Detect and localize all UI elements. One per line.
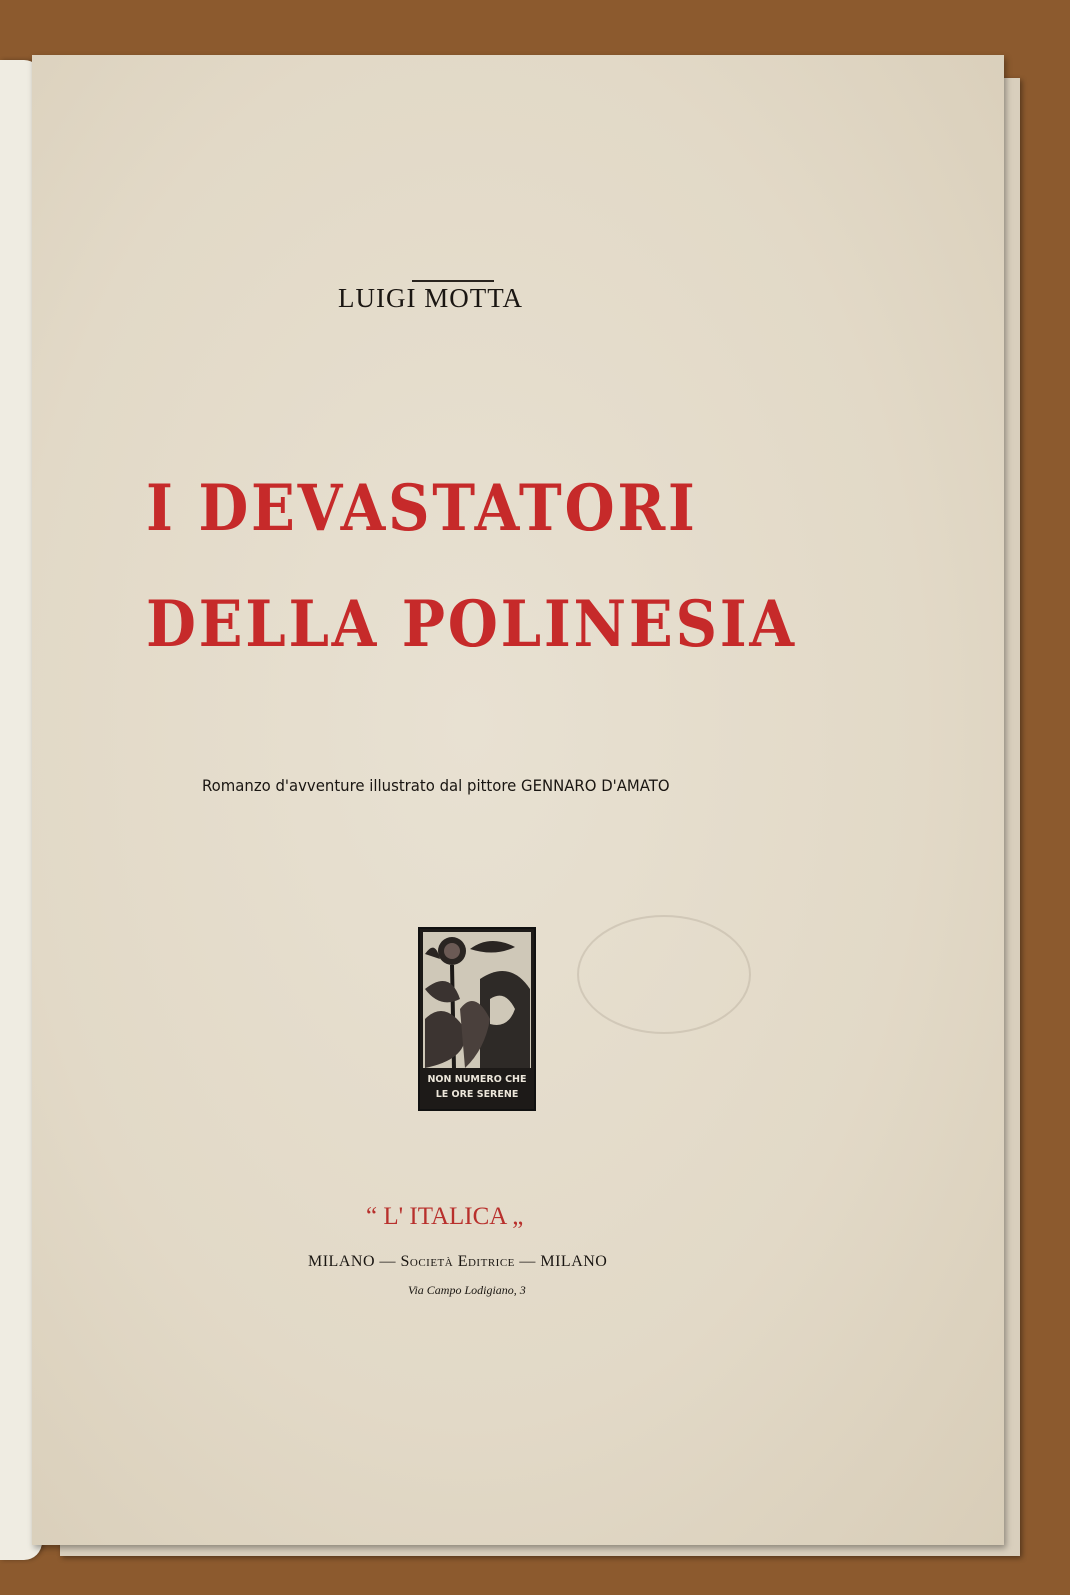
- publisher-emblem: [418, 927, 536, 1111]
- sunflower-illustration: [420, 929, 534, 1071]
- publisher-city-line: MILANO — Società Editrice — MILANO: [308, 1253, 608, 1270]
- publisher-address: Via Campo Lodigiano, 3: [408, 1283, 526, 1297]
- emblem-motto-line-2: LE ORE SERENE: [435, 1089, 519, 1100]
- publisher-name: “ L' ITALICA „: [366, 1203, 524, 1230]
- book-title-line-2: DELLA POLINESIA: [146, 587, 797, 662]
- title-page: [32, 55, 1004, 1545]
- book-title-line-1: I DEVASTATORI: [146, 471, 698, 546]
- author-rule: [412, 280, 494, 282]
- subtitle: Romanzo d'avventure illustrato dal pittore GENNARO D'AMATO: [202, 776, 670, 795]
- author-name: LUIGI MOTTA: [338, 283, 524, 313]
- emblem-motto-line-1: NON NUMERO CHE: [427, 1074, 527, 1085]
- faded-stamp: [577, 915, 751, 1034]
